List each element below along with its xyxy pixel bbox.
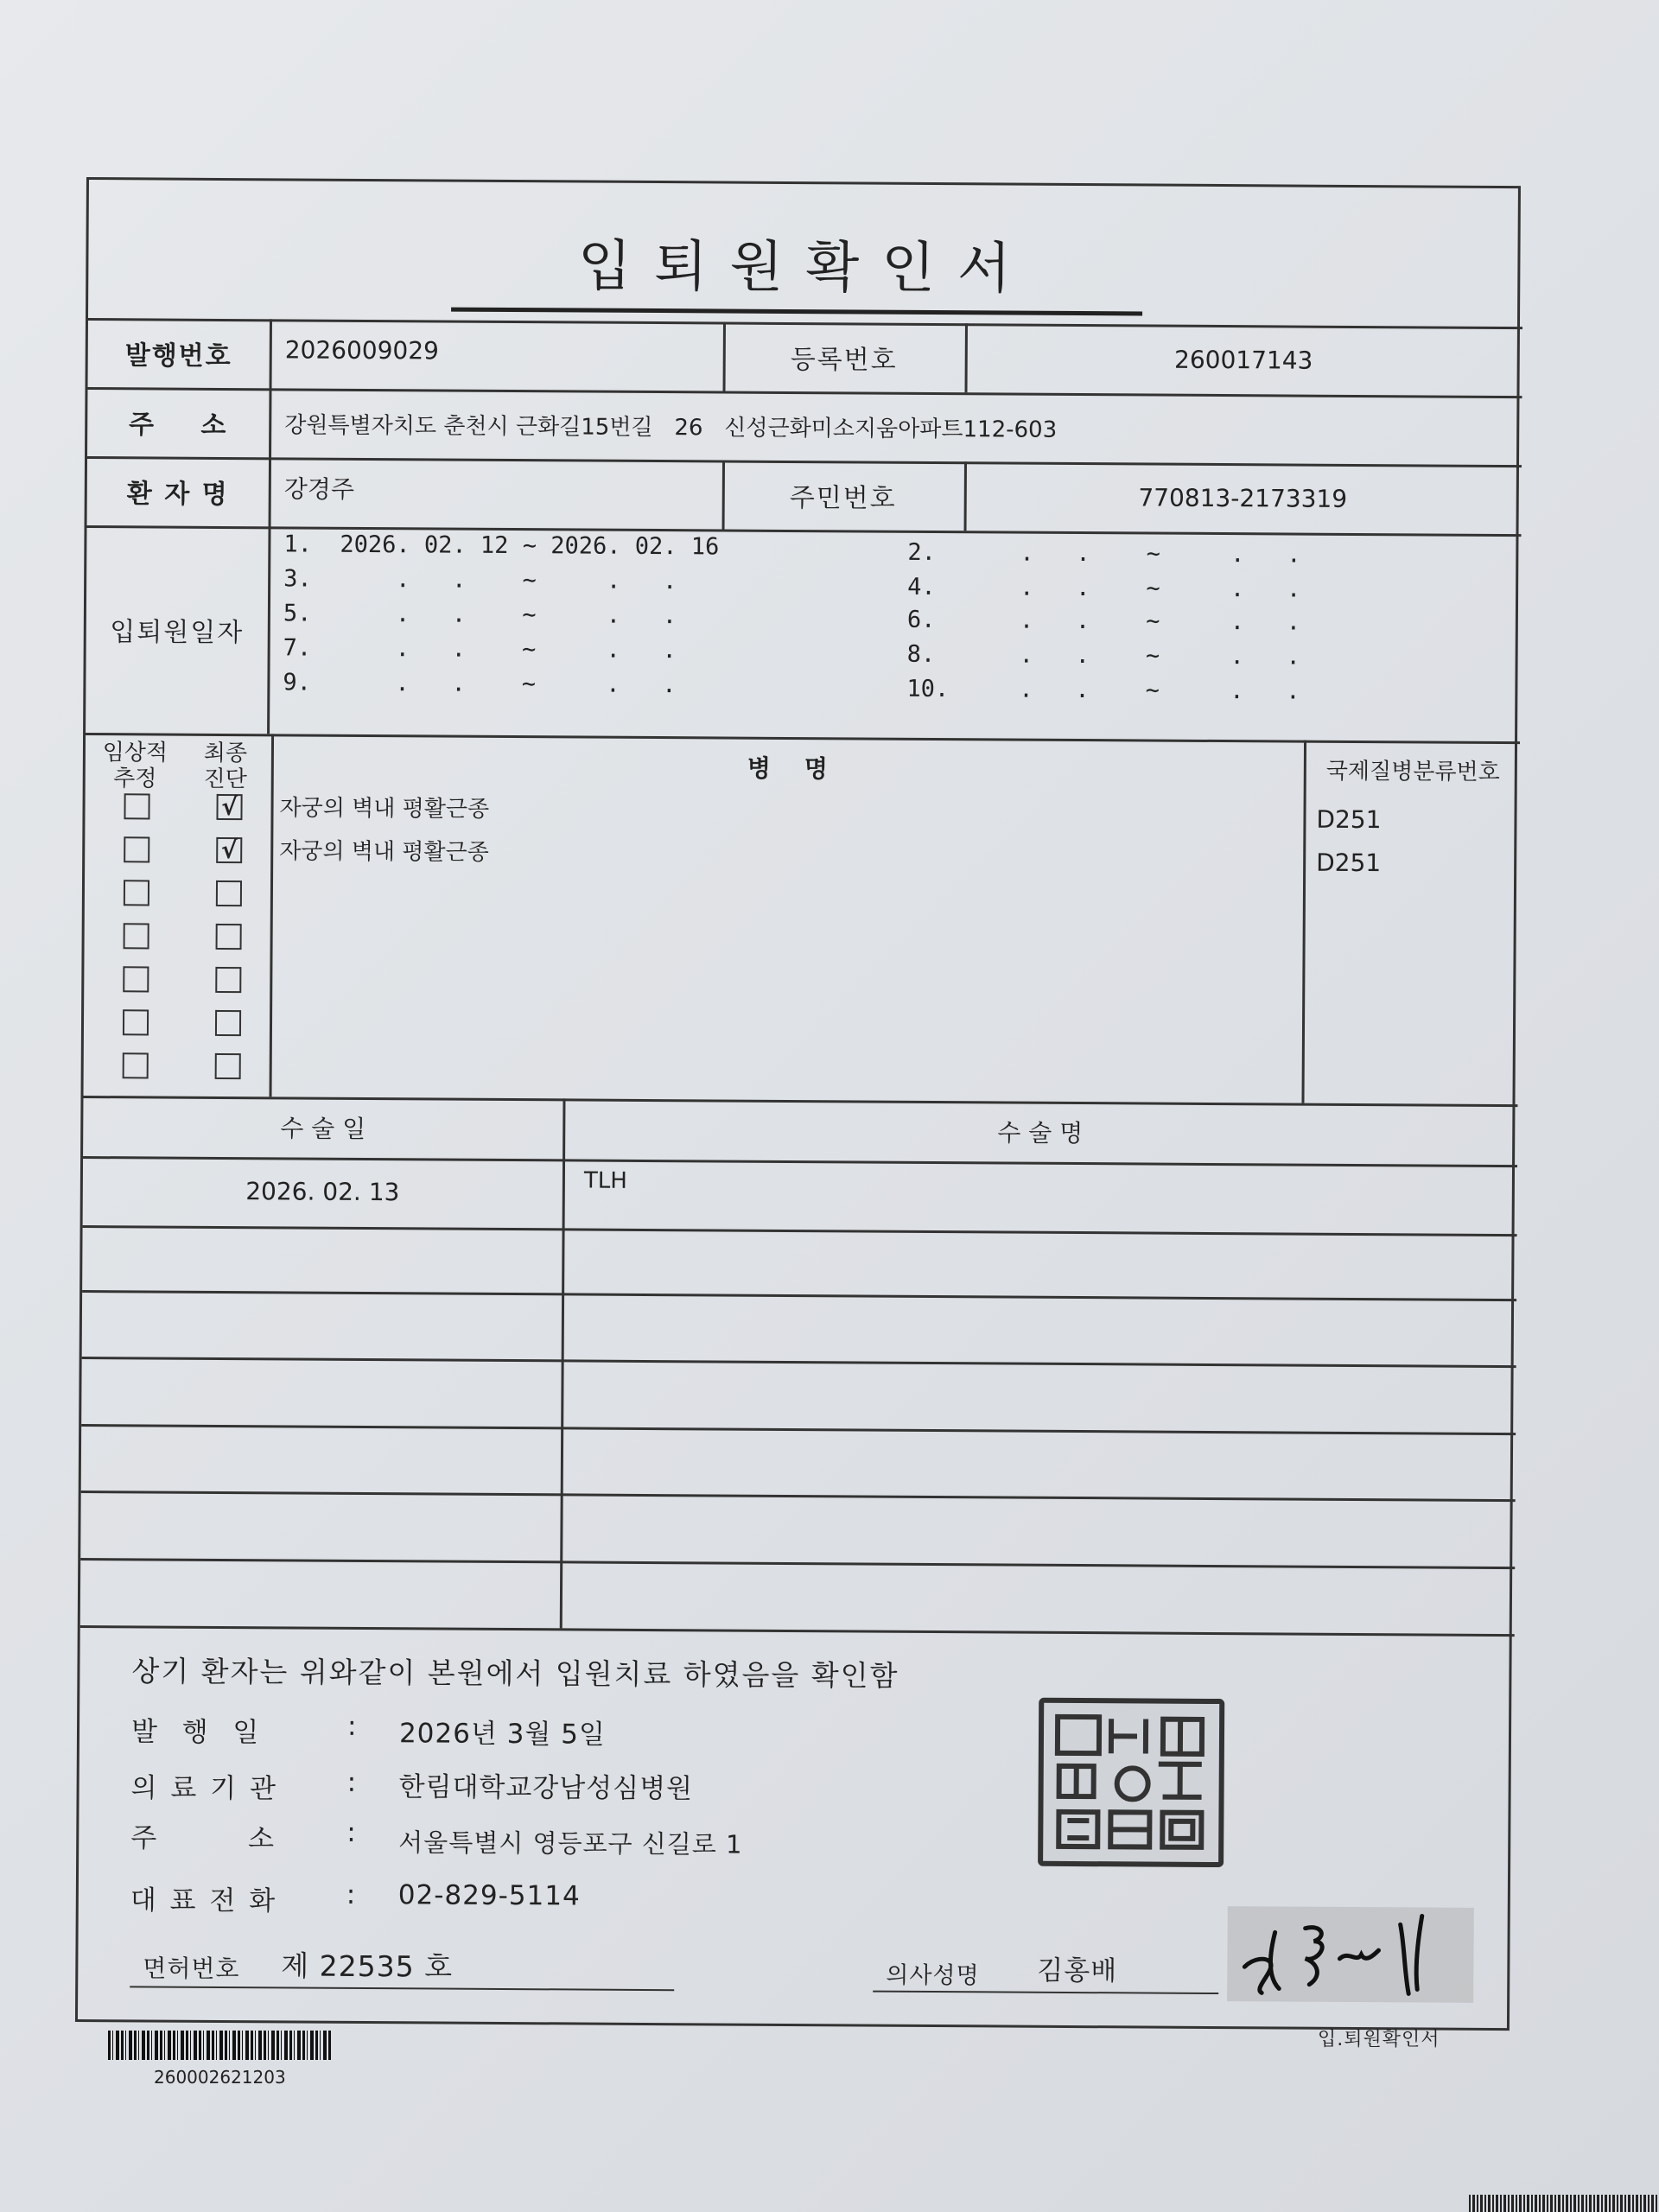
clinical-estimate-header: 임상적 추정 bbox=[102, 740, 168, 792]
date-entry-4: 4. . . ~ . . bbox=[907, 573, 1301, 603]
doctor-name: 김홍배 bbox=[1037, 1955, 1118, 1987]
address-label: 주 소 bbox=[128, 410, 228, 442]
date-entry-10: 10. . . ~ . . bbox=[906, 675, 1300, 705]
date-entry-3: 3. . . ~ . . bbox=[283, 565, 677, 595]
institution-value: 한림대학교강남성심병원 bbox=[398, 1771, 694, 1805]
reg-no-label: 등록번호 bbox=[790, 344, 898, 376]
surgery-name: TLH bbox=[583, 1167, 627, 1194]
diagnosis-name: 자궁의 벽내 평활근종 bbox=[279, 795, 490, 823]
issue-date-colon: : bbox=[346, 1710, 359, 1742]
date-entry-1: 1. 2026. 02. 12 ~ 2026. 02. 16 bbox=[283, 531, 720, 561]
clinical-checkbox[interactable] bbox=[123, 966, 149, 992]
rrn-value: 770813-2173319 bbox=[1138, 482, 1348, 513]
document-title: 입퇴원확인서 bbox=[577, 234, 1034, 302]
date-entry-8: 8. . . ~ . . bbox=[906, 640, 1300, 671]
inst-address-colon: : bbox=[346, 1816, 359, 1848]
clinical-checkbox[interactable] bbox=[124, 923, 149, 949]
barcode bbox=[108, 2031, 333, 2060]
confirm-statement: 상기 환자는 위와같이 본원에서 입원치료 하였음을 확인함 bbox=[131, 1654, 899, 1693]
hospital-seal bbox=[1038, 1698, 1224, 1867]
surgery-date bbox=[80, 1491, 560, 1560]
phone-colon: : bbox=[346, 1878, 359, 1910]
rrn-label: 주민번호 bbox=[789, 482, 897, 514]
surgery-date bbox=[80, 1558, 560, 1628]
doctor-underline bbox=[873, 1991, 1218, 1994]
date-entry-6: 6. . . ~ . . bbox=[906, 606, 1301, 636]
dates-label: 입퇴원일자 bbox=[110, 617, 245, 649]
final-diagnosis-checkbox[interactable] bbox=[216, 924, 242, 950]
patient-label: 환 자 명 bbox=[126, 479, 229, 511]
issue-date-label: 발 행 일 bbox=[130, 1716, 262, 1749]
final-diagnosis-checkbox[interactable]: √ bbox=[216, 794, 242, 820]
issue-date-value: 2026년 3월 5일 bbox=[398, 1718, 606, 1751]
surgery-name-header: 수 술 명 bbox=[997, 1118, 1084, 1148]
date-entry-7: 7. . . ~ . . bbox=[283, 634, 677, 664]
icd-code: D251 bbox=[1316, 848, 1382, 878]
final-diagnosis-checkbox[interactable]: √ bbox=[216, 837, 242, 863]
disease-name-header: 병 명 bbox=[747, 753, 828, 784]
diagnosis-name: 자궁의 벽내 평활근종 bbox=[279, 838, 489, 866]
issue-no-label: 발행번호 bbox=[124, 340, 232, 372]
surgery-date-header: 수 술 일 bbox=[280, 1114, 366, 1143]
date-entry-5: 5. . . ~ . . bbox=[283, 600, 677, 630]
patient-value: 강경주 bbox=[283, 474, 355, 504]
surgery-date bbox=[81, 1357, 561, 1427]
icd-code-header: 국제질병분류번호 bbox=[1325, 758, 1500, 786]
final-diagnosis-checkbox[interactable] bbox=[215, 967, 241, 993]
icd-code: D251 bbox=[1316, 804, 1382, 835]
seal-glyphs bbox=[1050, 1710, 1215, 1858]
license-label: 면허번호 bbox=[143, 1954, 240, 1984]
inst-address-label: 주 소 bbox=[130, 1822, 277, 1855]
surgery-date bbox=[81, 1424, 561, 1494]
clinical-checkbox[interactable] bbox=[124, 793, 149, 819]
surgery-date bbox=[82, 1290, 562, 1360]
final-diagnosis-checkbox[interactable] bbox=[215, 1010, 241, 1036]
license-value: 제 22535 호 bbox=[281, 1948, 454, 1984]
inst-address-value: 서울특별시 영등포구 신길로 1 bbox=[398, 1827, 743, 1859]
reg-no-value: 260017143 bbox=[1173, 345, 1313, 375]
form-name: 입.퇴원확인서 bbox=[1318, 2029, 1440, 2050]
issue-no-value: 2026009029 bbox=[284, 334, 440, 365]
clinical-checkbox[interactable] bbox=[123, 1052, 149, 1078]
certificate-form bbox=[75, 177, 1521, 2031]
final-diagnosis-checkbox[interactable] bbox=[216, 880, 242, 906]
clinical-checkbox[interactable] bbox=[123, 1009, 149, 1035]
clinical-checkbox[interactable] bbox=[124, 836, 149, 862]
bottom-barcode-edge bbox=[1469, 2195, 1659, 2212]
title-underline bbox=[451, 308, 1142, 316]
final-diagnosis-header: 최종 진단 bbox=[203, 740, 248, 793]
address-value: 강원특별자치도 춘천시 근화길15번길 26 신성근화미소지움아파트112-603 bbox=[284, 411, 1058, 443]
phone-value: 02-829-5114 bbox=[397, 1879, 581, 1912]
license-underline bbox=[130, 1986, 674, 1991]
doctor-label: 의사성명 bbox=[886, 1961, 980, 1990]
surgery-date bbox=[82, 1225, 562, 1295]
date-entry-9: 9. . . ~ . . bbox=[283, 669, 677, 699]
institution-label: 의 료 기 관 bbox=[130, 1772, 279, 1805]
final-diagnosis-checkbox[interactable] bbox=[215, 1053, 241, 1079]
phone-label: 대 표 전 화 bbox=[130, 1885, 278, 1917]
barcode-number: 260002621203 bbox=[154, 2067, 286, 2088]
institution-colon: : bbox=[346, 1766, 359, 1798]
signature-stroke bbox=[1227, 1906, 1474, 2003]
clinical-checkbox[interactable] bbox=[124, 880, 149, 906]
surgery-date: 2026. 02. 13 bbox=[245, 1176, 400, 1206]
date-entry-2: 2. . . ~ . . bbox=[907, 538, 1301, 569]
doctor-signature bbox=[1227, 1906, 1474, 2003]
